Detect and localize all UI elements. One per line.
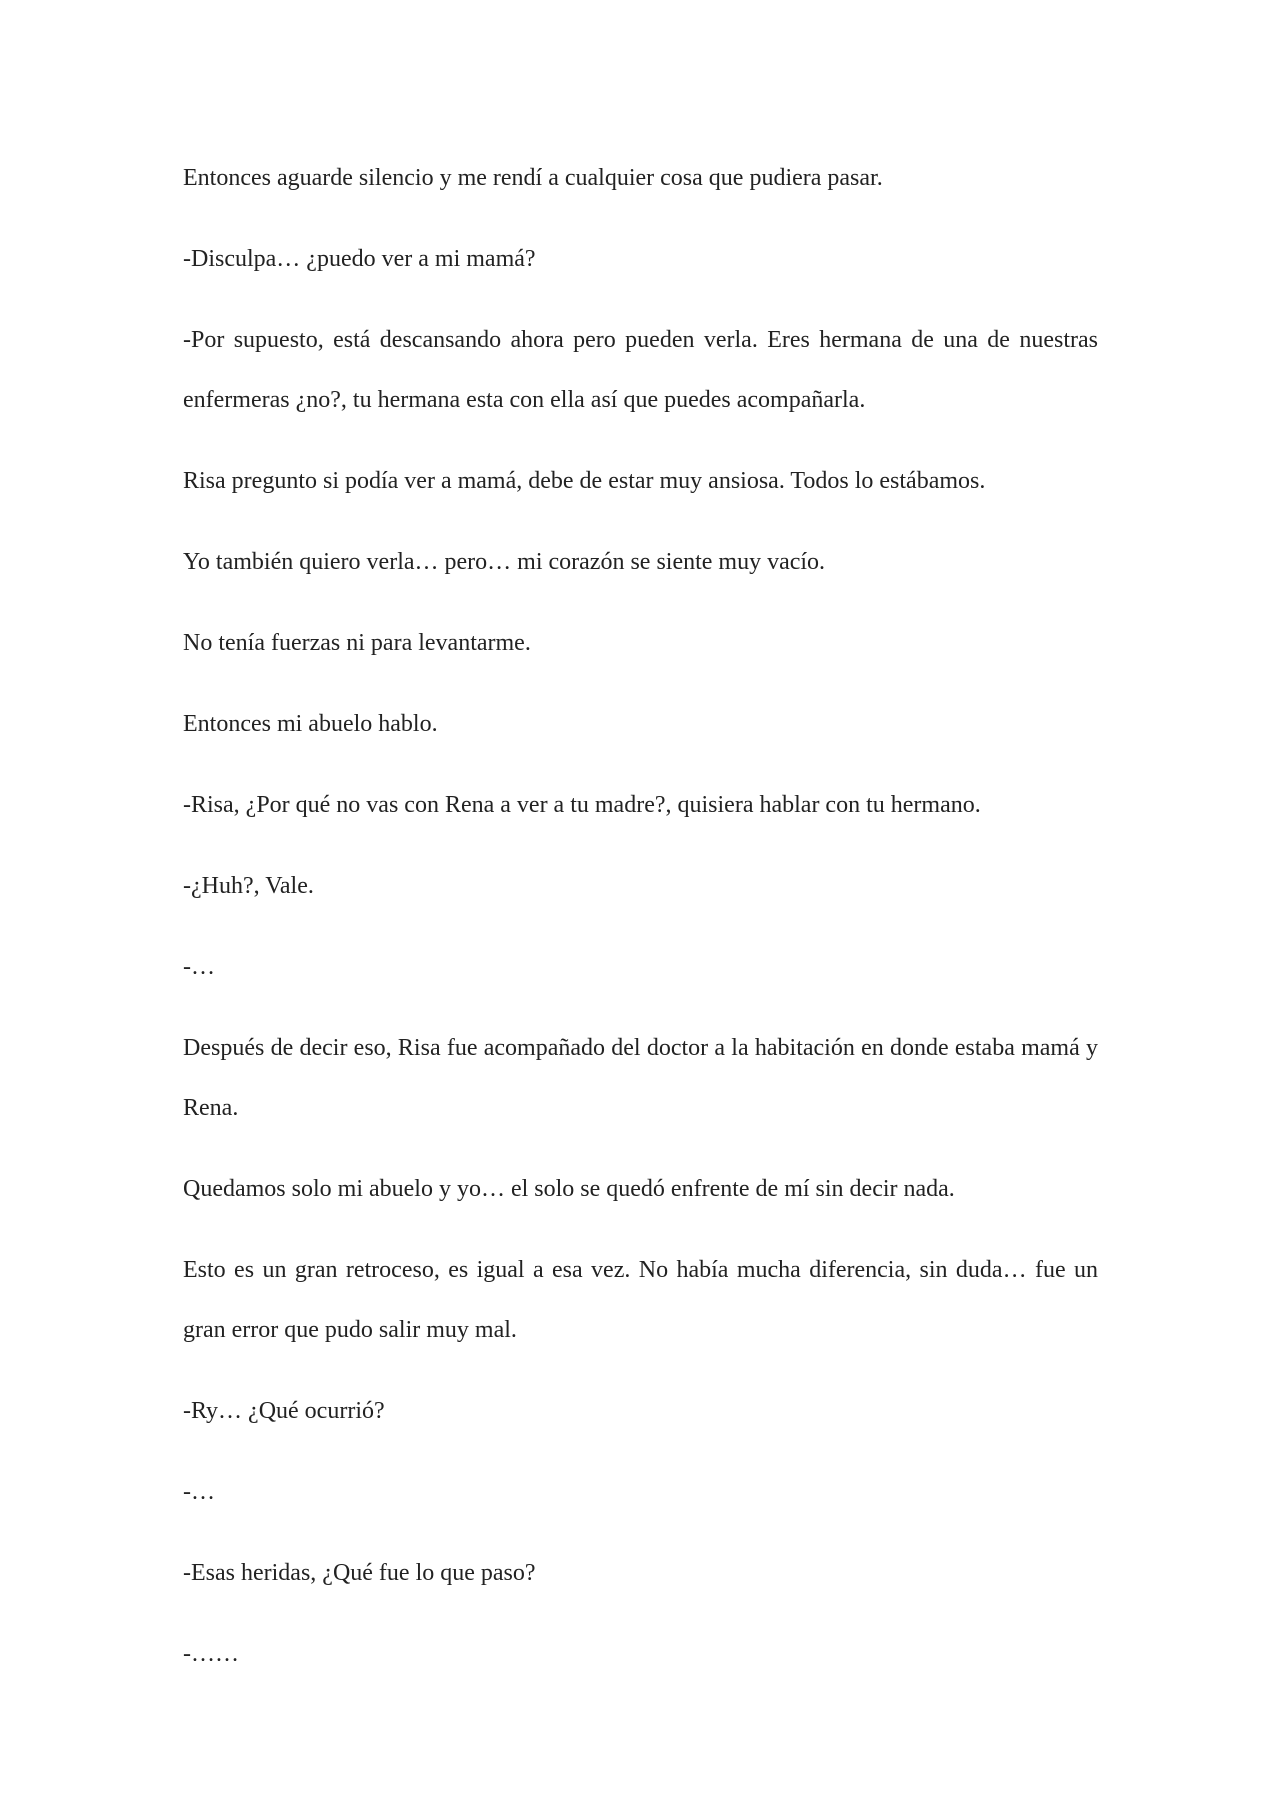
paragraph: No tenía fuerzas ni para levantarme. xyxy=(183,630,531,656)
paragraph: -Risa, ¿Por qué no vas con Rena a ver a tu madre?, quisiera hablar con tu hermano. xyxy=(183,792,981,818)
paragraph: -Disculpa… ¿puedo ver a mi mamá? xyxy=(183,246,536,272)
paragraph: -Por supuesto, está descansando ahora pero pueden verla. Eres hermana de una de nuestras enfermeras ¿no?, tu hermana esta con ella así que puedes acompañarla. xyxy=(183,327,1098,413)
paragraph: -Esas heridas, ¿Qué fue lo que paso? xyxy=(183,1560,536,1586)
paragraph: -Ry… ¿Qué ocurrió? xyxy=(183,1398,385,1424)
paragraph: Entonces aguarde silencio y me rendí a cualquier cosa que pudiera pasar. xyxy=(183,165,883,191)
paragraph: Después de decir eso, Risa fue acompañado del doctor a la habitación en donde estaba mamá y Rena. xyxy=(183,1035,1098,1121)
paragraph: -… xyxy=(183,954,215,980)
document-body xyxy=(183,148,1098,1705)
paragraph: Entonces mi abuelo hablo. xyxy=(183,711,438,737)
paragraph: Yo también quiero verla… pero… mi corazón se siente muy vacío. xyxy=(183,549,826,575)
paragraph: -¿Huh?, Vale. xyxy=(183,873,314,899)
paragraph: -… xyxy=(183,1479,215,1505)
paragraph: -…… xyxy=(183,1641,239,1667)
paragraph: Risa pregunto si podía ver a mamá, debe de estar muy ansiosa. Todos lo estábamos. xyxy=(183,468,986,494)
paragraph: Quedamos solo mi abuelo y yo… el solo se quedó enfrente de mí sin decir nada. xyxy=(183,1176,955,1202)
paragraph: Esto es un gran retroceso, es igual a esa vez. No había mucha diferencia, sin duda… fue un gran error que pudo salir muy mal. xyxy=(183,1257,1098,1343)
